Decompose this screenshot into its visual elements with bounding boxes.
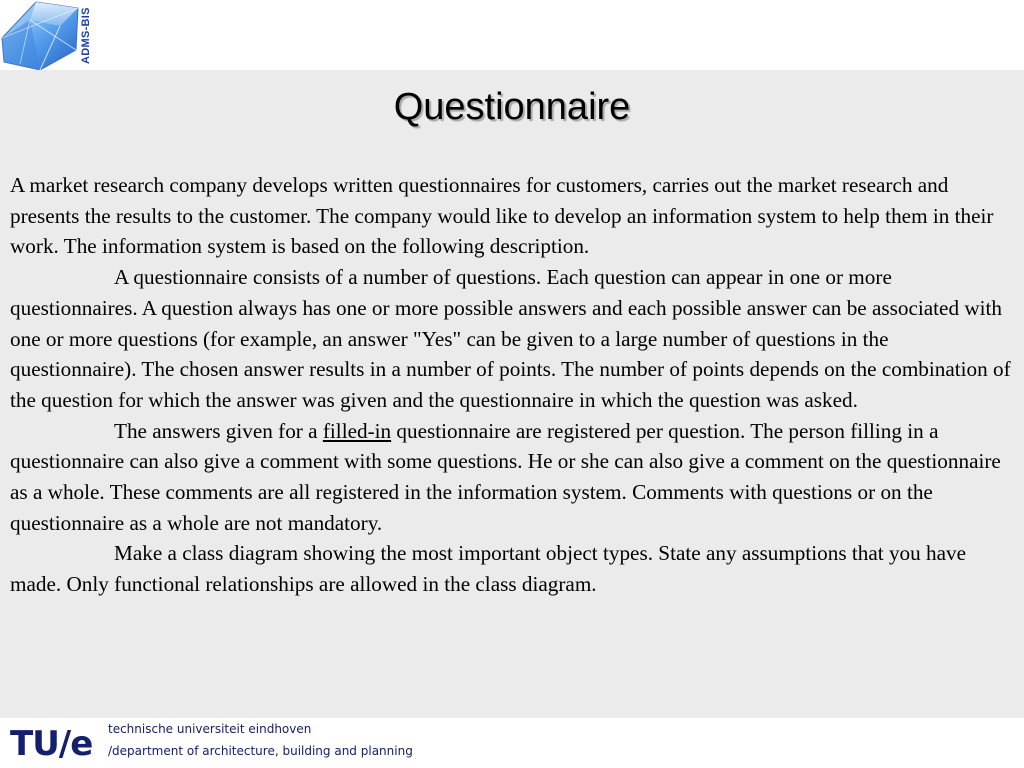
paragraph-questions: A questionnaire consists of a number of questions. Each question can appear in one or more questionnaires. A question always has one or more possible answers and each possible answer can be associated with one or more questions (for example, an answer "Yes" can be given to a large number of questions in the questionnaire). The chosen answer results in a number of points. The number of points depends on the combination of the question for which the answer was given and the questionnaire in which the question was asked.	[10, 265, 1011, 412]
adms-logo-icon	[0, 0, 82, 72]
paragraph-assignment: Make a class diagram showing the most important object types. State any assumptions that you have made. Only functional relationships are allowed in the class diagram.	[10, 541, 967, 597]
paragraph-answers: The answers given for a filled-in questionnaire are registered per question. The person filling in a questionnaire can also give a comment with some questions. He or she can also give a comment on the questionnaire as a whole. These comments are all registered in the information system. Comments with questions or on the questionnaire as a whole are not mandatory.	[10, 418, 1001, 535]
adms-bis-label: ADMS-BIS	[80, 7, 92, 65]
paragraph-intro: A market research company develops written questionnaires for customers, carries out the market research and presents the results to the customer. The company would like to develop an information system to help them in their work. The information system is based on the following description.	[10, 173, 994, 259]
underlined-term: filled-in	[322, 418, 392, 443]
tue-logo: TU/e	[10, 724, 93, 764]
slide-body	[10, 170, 1014, 600]
slide-footer	[0, 718, 1024, 768]
slide-content	[0, 70, 1024, 718]
slide-title: Questionnaire	[393, 86, 631, 128]
university-name: technische universiteit eindhoven	[108, 722, 312, 736]
department-name: /department of architecture, building and planning	[108, 744, 413, 758]
slide-header	[0, 0, 1024, 70]
